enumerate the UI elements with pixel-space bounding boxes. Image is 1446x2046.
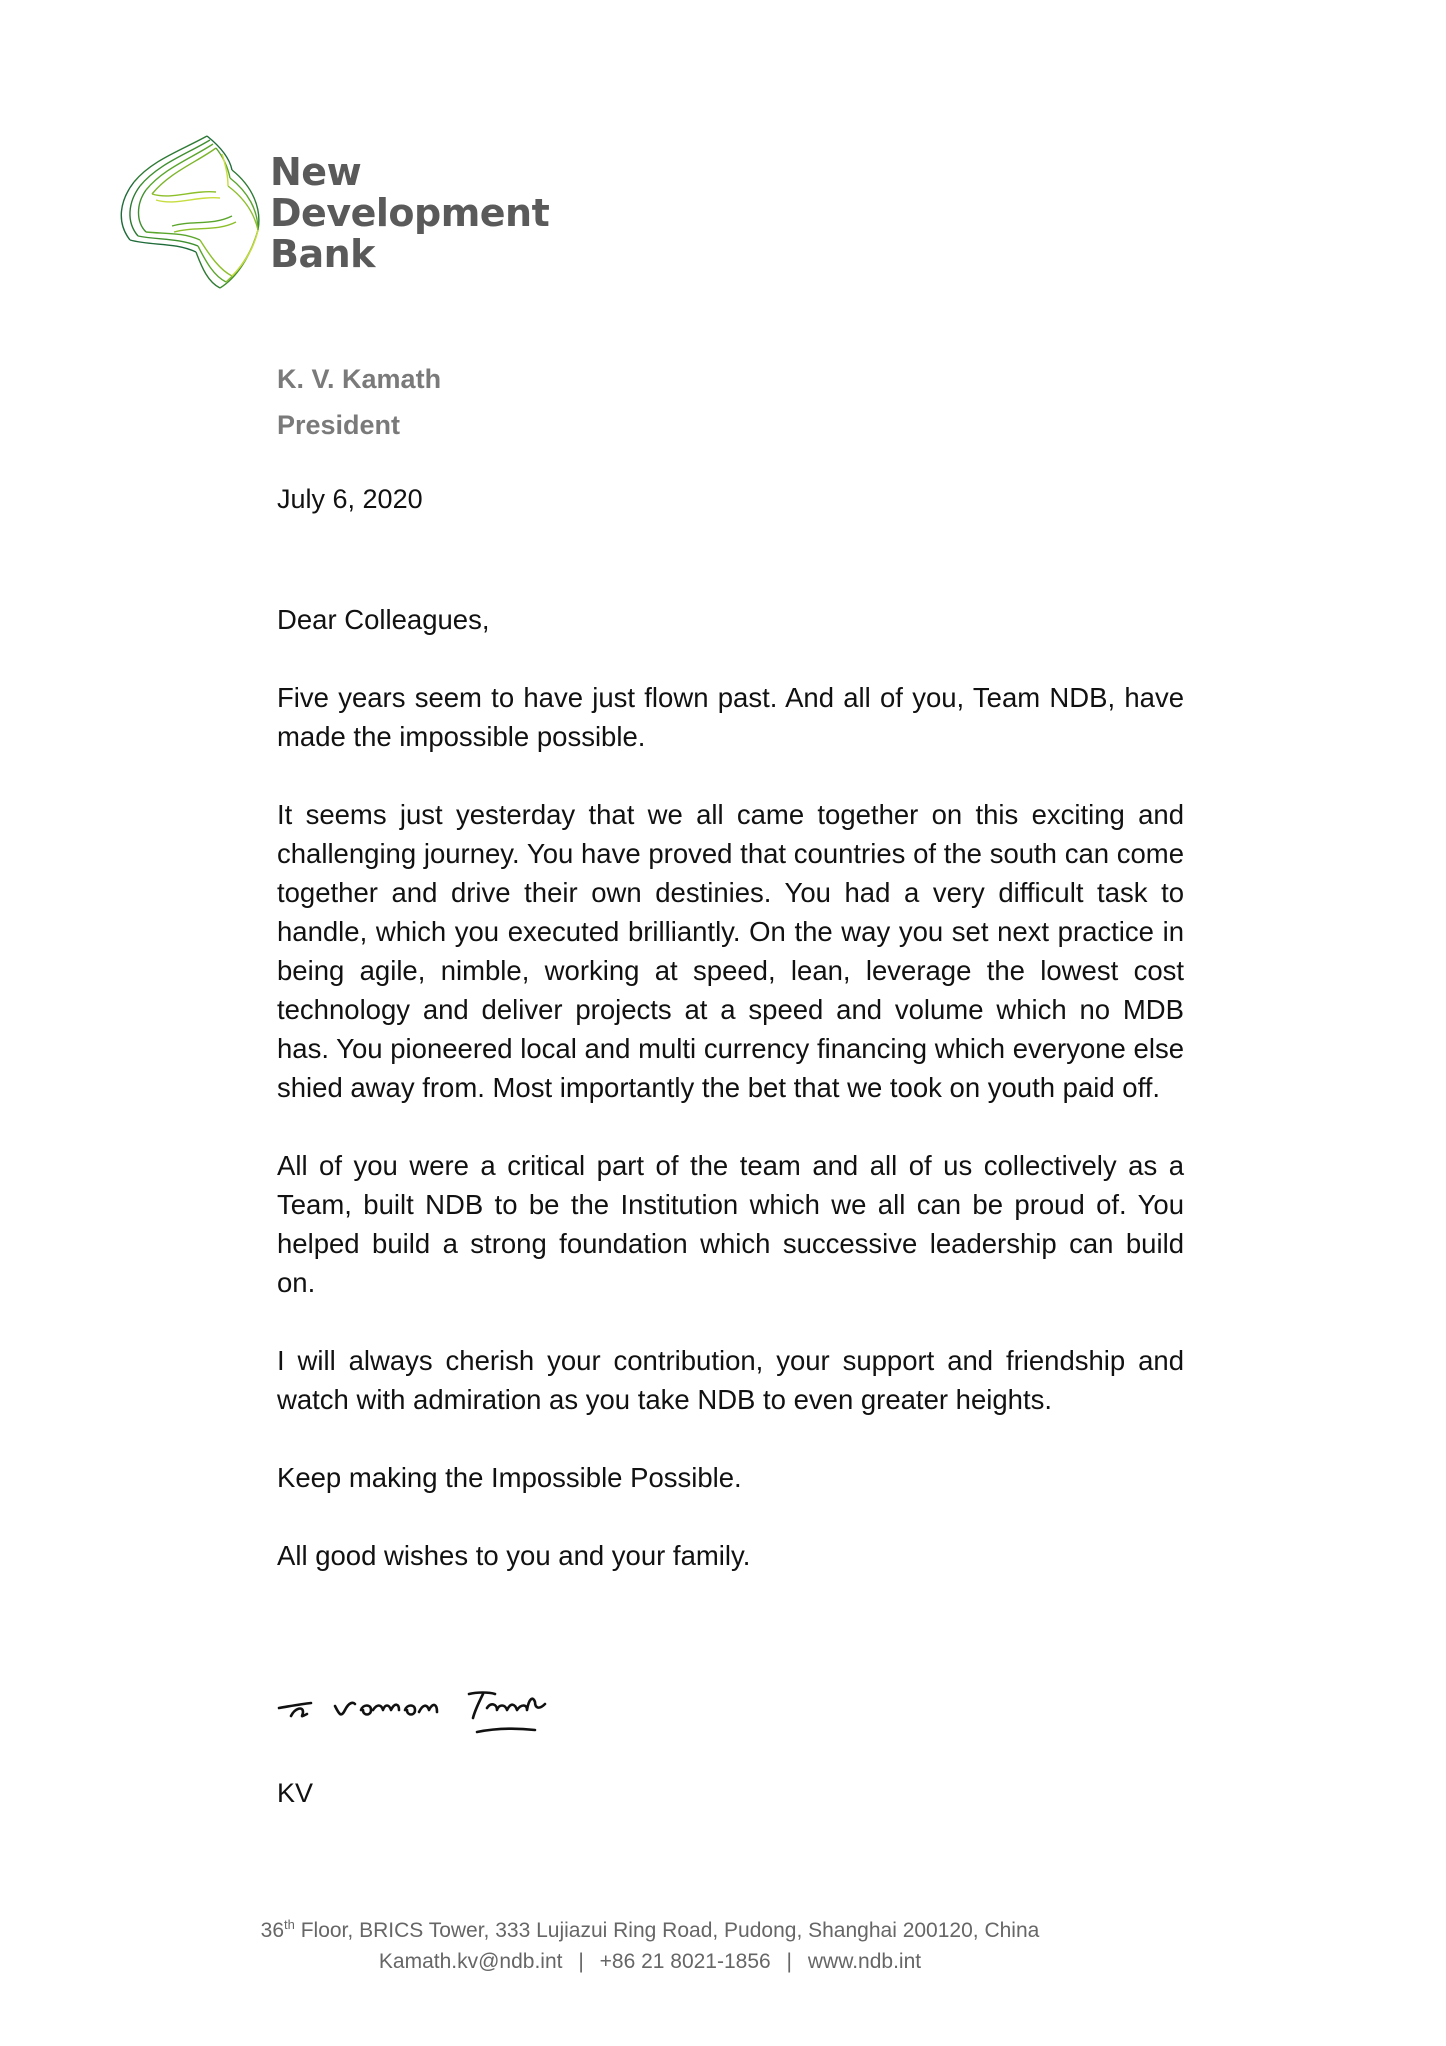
ndb-logo-mark-icon [112, 130, 272, 290]
paragraph: Keep making the Impossible Possible. [277, 1462, 742, 1493]
logo-wordmark [270, 152, 549, 275]
footer-website[interactable]: www.ndb.int [807, 1950, 922, 1973]
logo-line-2: Development [270, 191, 550, 235]
letter-date: July 6, 2020 [277, 484, 423, 514]
sender-title: President [277, 410, 401, 440]
footer-separator: | [786, 1950, 793, 1973]
footer-address [0, 1915, 1300, 1946]
footer-floor-suffix: th [284, 1917, 295, 1932]
signoff: KV [277, 1778, 314, 1808]
ndb-logo [112, 130, 550, 300]
paragraph: All good wishes to you and your family. [277, 1540, 751, 1571]
paragraph: All of you were a critical part of the team and all of us collectively as a Team, built NDB to be the Institution which we all can be proud of. You helped build a strong foundation which successive leadership can build on. [277, 1150, 1184, 1298]
footer-address-text: Floor, BRICS Tower, 333 Lujiazui Ring Road, Pudong, Shanghai 200120, China [294, 1919, 1040, 1942]
footer [0, 1915, 1300, 1977]
footer-contact [0, 1946, 1300, 1977]
paragraph: I will always cherish your contribution, your support and friendship and watch with admiration as you take NDB to even greater heights. [277, 1345, 1184, 1415]
footer-separator: | [578, 1950, 584, 1973]
footer-floor-number: 36 [260, 1919, 285, 1942]
paragraph: Five years seem to have just flown past. And all of you, Team NDB, have made the impossible possible. [277, 682, 1184, 752]
salutation: Dear Colleagues, [277, 604, 490, 635]
logo-line-3: Bank [270, 232, 375, 276]
letter-body [277, 600, 1184, 1614]
sender-block [277, 356, 441, 448]
sender-name: K. V. Kamath [277, 364, 442, 394]
footer-email[interactable]: Kamath.kv@ndb.int [378, 1950, 563, 1973]
handwritten-signature [277, 1688, 607, 1748]
footer-phone: +86 21 8021-1856 [599, 1950, 771, 1973]
logo-line-1: New [270, 150, 362, 194]
paragraph: It seems just yesterday that we all came together on this exciting and challenging journey. You have proved that countries of the south can come together and drive their own destinies. You had a very difficult task to handle, which you executed brilliantly. On the way you set next practice in being agile, nimble, working at speed, lean, leverage the lowest cost technology and deliver projects at a speed and volume which no MDB has. You pioneered local and multi currency financing which everyone else shied away from. Most importantly the bet that we took on youth paid off. [277, 799, 1184, 1103]
